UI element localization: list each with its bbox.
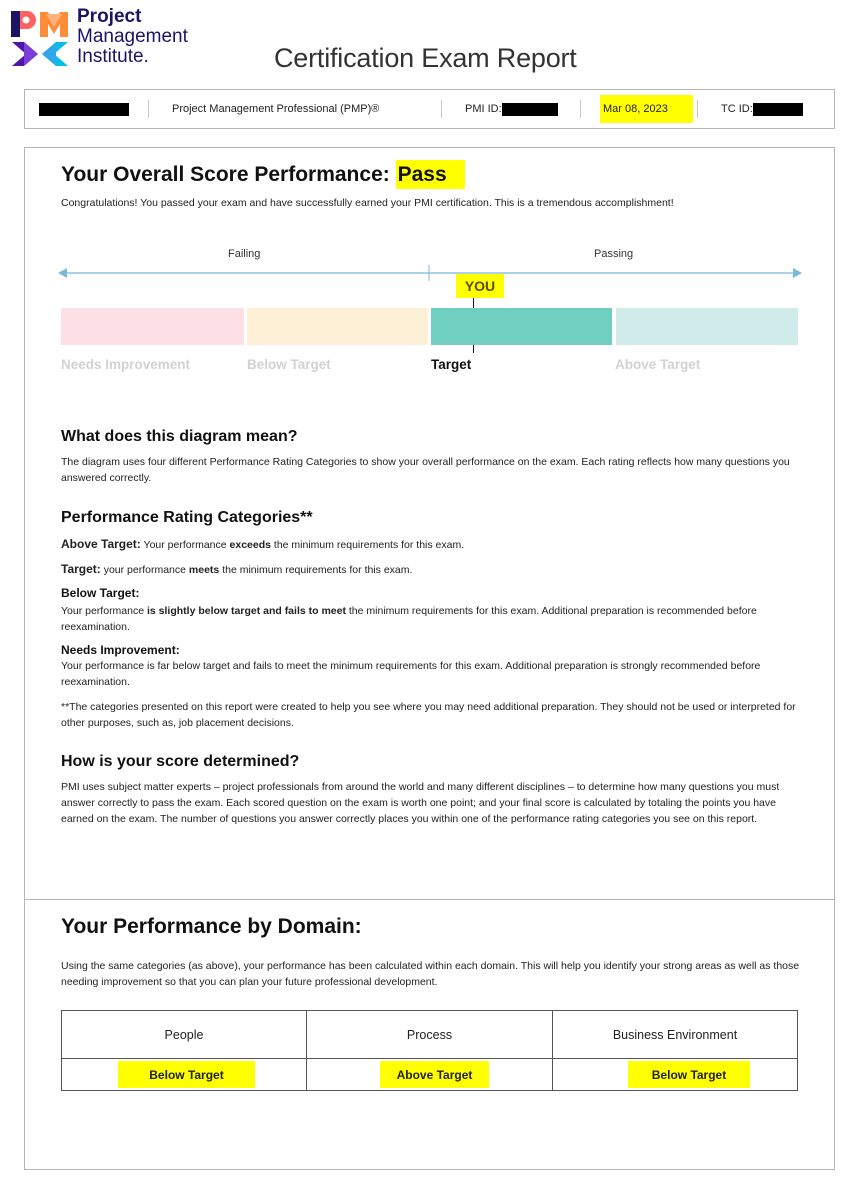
overall-score-heading [61,163,465,187]
domain-rating-value: Above Target [380,1061,489,1088]
info-separator [697,100,698,118]
failing-label: Failing [228,248,261,260]
logo-line1: Project [77,6,142,27]
domain-name: Process [406,1027,453,1042]
diagram-meaning-text: The diagram uses four different Performance Rating Categories to show your overall performance on the exam. Each rating reflects how many questions you answered correctly. [61,456,790,484]
definition-emphasis: meets [188,564,220,576]
logo-line3: Institute. [77,46,149,67]
domain-rating [380,1059,489,1090]
you-marker-tick [473,298,474,308]
definition-text: Your performance [61,605,147,617]
info-separator [441,100,442,118]
exam-date-value: Mar 08, 2023 [600,95,693,123]
overall-result: Pass [396,160,465,189]
domain-column-business-environment [553,1011,797,1090]
definition-emphasis: is slightly below target and fails to meet [147,605,346,617]
domain-heading: Your Performance by Domain: [61,915,362,938]
overall-score-label: Your Overall Score Performance: [61,163,390,186]
you-marker-label: YOU [456,274,504,298]
domain-column-process [307,1011,552,1090]
below-target-bar [247,308,428,345]
target-definition [61,561,801,578]
redaction-bar [39,103,129,116]
score-determined-text: PMI uses subject matter experts – project professionals from around the world and many different disciplines – to determine how many questions you must answer correctly to pass the exam. Each scored question on the exam is worth one point; and your final score is calculated by totaling the points you have earned on the exam. The number of questions you answer correctly places you within one of the performance rating categories you see on this report. [61,781,780,825]
pmi-logo-text [77,7,188,67]
certification-name: Project Management Professional (PMP)® [172,103,380,115]
info-separator [580,100,581,118]
pass-fail-axis [58,265,802,283]
tc-id [721,90,803,128]
below-target-label: Below Target [247,357,331,372]
you-marker-tick [473,345,474,353]
definition-emphasis: exceeds [229,539,271,551]
report-title: Certification Exam Report [274,43,577,73]
needs-improvement-label: Needs Improvement [61,357,191,372]
target-term: Target: [61,562,101,576]
domain-table [61,1010,798,1091]
definition-text: the minimum requirements for this exam. [270,539,465,551]
domain-rating [118,1059,255,1090]
below-target-definition [61,603,801,635]
domain-rating-value: Below Target [628,1061,750,1088]
needs-improvement-definition: Your performance is far below target and fails to meet the minimum requirements for this exam. Additional preparation is strongly recommended before reexamination. [61,660,761,688]
pmi-id-label: PMI ID: [465,103,502,115]
above-target-bar [616,308,798,345]
needs-improvement-term: Needs Improvement: [61,643,180,657]
target-label: Target [431,357,472,372]
logo-line2: Management [77,26,188,47]
section-divider [24,899,835,900]
below-target-term: Below Target: [61,586,140,600]
tc-id-label: TC ID: [721,103,753,115]
domain-rating [628,1059,750,1090]
candidate-info-bar [24,89,835,129]
exam-date [600,90,693,128]
definition-text: the minimum requirements for this exam. [219,564,413,576]
above-target-definition [61,536,801,553]
target-bar [431,308,612,345]
domain-rating-value: Below Target [118,1061,255,1088]
congratulations-message: Congratulations! You passed your exam and have successfully earned your PMI certification. This is a tremendous accomplishment! [61,197,674,209]
domain-description: Using the same categories (as above), your performance has been calculated within each domain. This will help you identify your strong areas as well as those needing improvement so that you can plan your future professional development. [61,960,800,988]
domain-name: Business Environment [612,1027,738,1042]
definition-text: Your performance [140,539,230,551]
redaction-bar [753,103,803,116]
above-target-term: Above Target: [61,537,141,551]
redaction-bar [502,103,558,116]
info-separator [148,100,149,118]
definition-text: your performance [100,564,189,576]
diagram-meaning-heading: What does this diagram mean? [61,428,298,445]
above-target-label: Above Target [615,357,701,372]
categories-footnote: **The categories presented on this report were created to help you see where you may need additional preparation. They should not be used or interpreted for other purposes, such as, job placement decisions. [61,701,796,729]
needs-improvement-bar [61,308,244,345]
score-determined-heading: How is your score determined? [61,753,300,770]
domain-column-people [62,1011,306,1090]
domain-name: People [164,1027,204,1042]
pmi-id [465,90,558,128]
candidate-name-redacted [39,90,129,128]
passing-label: Passing [594,248,634,260]
definition-text: the minimum requirements for this exam. Additional preparation is recommended before reexamination. [61,605,757,633]
rating-categories-heading: Performance Rating Categories** [61,509,313,526]
pmi-logo-icon [10,8,70,66]
